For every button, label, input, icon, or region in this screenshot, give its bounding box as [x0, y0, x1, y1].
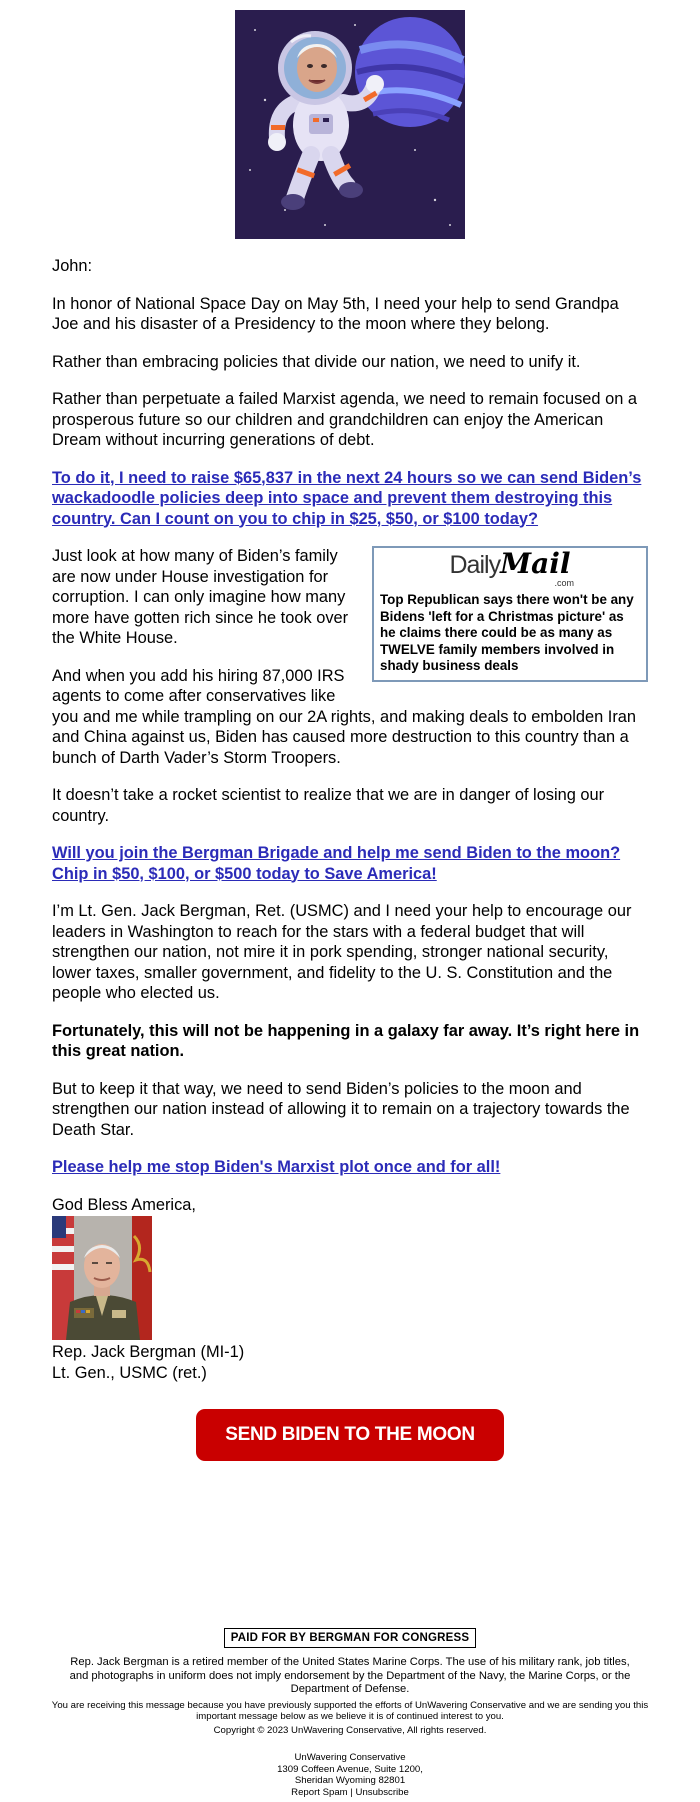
hero-image: [235, 10, 465, 239]
daily-mail-logo: [380, 547, 640, 580]
unsubscribe-link[interactable]: Unsubscribe: [355, 1787, 409, 1799]
daily-mail-logo-suffix: .com: [554, 578, 574, 588]
paragraph-galaxy: Fortunately, this will not be happening in a galaxy far away. It’s right here in this great nation.: [52, 1021, 640, 1060]
daily-mail-logo-right: Mail: [500, 547, 571, 580]
signature-title: Lt. Gen., USMC (ret.): [52, 1363, 207, 1382]
stop-plot-link-paragraph: [52, 1157, 648, 1178]
copyright: Copyright © 2023 UnWavering Conservative, All rights reserved.: [213, 1724, 487, 1736]
receiving-notice: You are receiving this message because you have previously supported the efforts of UnWavering Conservative and we are sending you this important message below as we believe it is of continued interest to you.: [51, 1699, 649, 1722]
paragraph-moon: But to keep it that way, we need to send Biden’s policies to the moon and strengthen our nation instead of allowing it to remain on a trajectory towards the Death Star.: [52, 1079, 630, 1139]
footer-separator: |: [350, 1787, 353, 1799]
footer-links: [50, 1787, 650, 1799]
report-spam-link[interactable]: Report Spam: [291, 1787, 348, 1799]
daily-mail-logo-left: Daily: [449, 551, 501, 579]
donate-link-65837[interactable]: To do it, I need to raise $65,837 in the next 24 hours so we can send Biden’s wackadoodle policies deep into space and prevent them destroying this country. Can I count on you to chip in $25, $50, or $100 today?: [52, 468, 642, 528]
footer: [50, 1628, 650, 1799]
astronaut-illustration: [235, 10, 465, 239]
paragraph-space-day: In honor of National Space Day on May 5th, I need your help to send Grandpa Joe and his disaster of a Presidency to the moon where they belong.: [52, 294, 619, 333]
brigade-donate-link[interactable]: Will you join the Bergman Brigade and help me send Biden to the moon? Chip in $50, $100, or $500 today to Save America!: [52, 844, 621, 883]
signature-name: Rep. Jack Bergman (MI-1): [52, 1343, 245, 1361]
paragraph-marxist: Rather than perpetuate a failed Marxist agenda, we need to remain focused on a prosperous future so our children and grandchildren can enjoy the American Dream without incurring generations of debt.: [52, 390, 637, 449]
bergman-portrait: [52, 1216, 152, 1340]
military-disclaimer: Rep. Jack Bergman is a retired member of the United States Marine Corps. The use of his military rank, job titles, and photographs in uniform does not imply endorsement by the Department of the Navy, the Marine Corps, or the Department of Defense.: [69, 1656, 631, 1695]
signoff: God Bless America,: [52, 1195, 196, 1214]
address-line-1: 1309 Coffeen Avenue, Suite 1200,: [277, 1763, 423, 1775]
mailing-address: [50, 1752, 650, 1799]
paragraph-rocket: It doesn’t take a rocket scientist to realize that we are in danger of losing our country.: [52, 786, 605, 825]
paragraph-irs: And when you add his hiring 87,000 IRS agents to come after conservatives like you and me while trampling on our 2A rights, and making deals to embolden Iran and China against us, Biden has caused more destruction to this country than a bunch of Darth Vader’s Storm Troopers.: [52, 666, 637, 767]
donate-link-paragraph: [52, 468, 648, 530]
stop-plot-link[interactable]: Please help me stop Biden's Marxist plot once and for all!: [52, 1158, 501, 1176]
paragraph-family: Just look at how many of Biden’s family are now under House investigation for corruption. I can only imagine how many more have gotten rich since he took over the White House.: [52, 547, 349, 647]
daily-mail-headline-card[interactable]: [372, 546, 648, 682]
org-name: UnWavering Conservative: [294, 1752, 406, 1763]
greeting: John:: [52, 257, 93, 275]
email-body: [52, 256, 648, 1461]
address-line-2: Sheridan Wyoming 82801: [294, 1775, 406, 1787]
paid-for-disclaimer: PAID FOR BY BERGMAN FOR CONGRESS: [224, 1628, 477, 1648]
send-biden-to-moon-button[interactable]: SEND BIDEN TO THE MOON: [196, 1409, 504, 1461]
daily-mail-headline: Top Republican says there won't be any Bidens 'left for a Christmas picture' as he claims there could be as many as TWELVE family members involved in shady business deals: [380, 592, 634, 673]
paragraph-unify: Rather than embracing policies that divide our nation, we need to unify it.: [52, 352, 581, 371]
paragraph-bergman: I’m Lt. Gen. Jack Bergman, Ret. (USMC) and I need your help to encourage our leaders in Washington to reach for the stars with a federal budget that will strengthen our nation, not mire it in pork spending, stronger national security, lower taxes, smaller government, and fidelity to the U. S. Constitution and the people who elected us.: [52, 902, 632, 1002]
brigade-link-paragraph: [52, 843, 648, 884]
